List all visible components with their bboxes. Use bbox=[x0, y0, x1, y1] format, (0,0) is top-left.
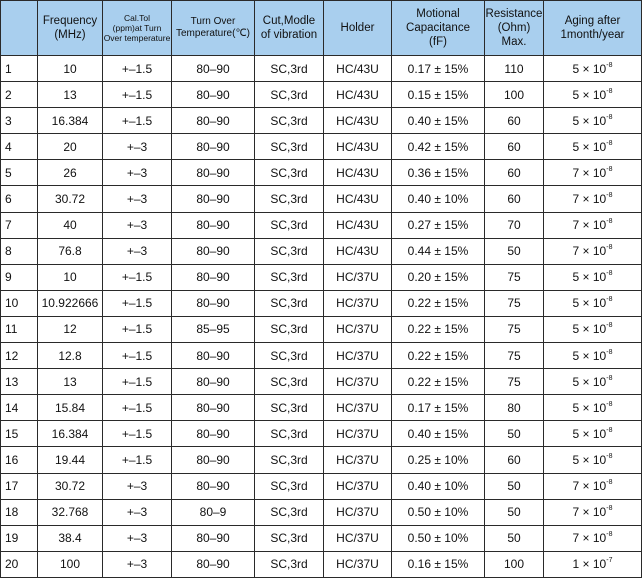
aging-base: 7 × 10 bbox=[572, 479, 607, 494]
cell-cal-tol: +–1.5 bbox=[103, 395, 172, 421]
cell-frequency: 40 bbox=[38, 212, 103, 238]
cell-holder: HC/37U bbox=[324, 473, 392, 499]
cell-no: 6 bbox=[1, 186, 38, 212]
cell-frequency: 30.72 bbox=[38, 473, 103, 499]
cell-turn-over: 80–90 bbox=[172, 134, 255, 160]
cell-resistance: 50 bbox=[485, 421, 544, 447]
header-line: Aging after bbox=[564, 15, 621, 27]
cell-turn-over: 80–90 bbox=[172, 82, 255, 108]
aging-exponent: -8 bbox=[606, 531, 613, 539]
cell-turn-over: 80–90 bbox=[172, 525, 255, 551]
cell-cut: SC,3rd bbox=[255, 290, 324, 316]
cell-holder: HC/37U bbox=[324, 290, 392, 316]
table-row bbox=[1, 82, 642, 108]
table-row bbox=[1, 499, 642, 525]
cell-capacitance: 0.50 ± 10% bbox=[392, 499, 485, 525]
table-row bbox=[1, 525, 642, 551]
cell-frequency: 16.384 bbox=[38, 421, 103, 447]
aging-base: 5 × 10 bbox=[572, 113, 607, 128]
cell-cal-tol: +–1.5 bbox=[103, 264, 172, 290]
table-body bbox=[1, 56, 642, 578]
cell-turn-over: 80–90 bbox=[172, 473, 255, 499]
header-cut bbox=[255, 1, 324, 56]
cell-capacitance: 0.17 ± 15% bbox=[392, 56, 485, 82]
aging-base: 7 × 10 bbox=[572, 505, 607, 520]
aging-base: 7 × 10 bbox=[572, 165, 607, 180]
cell-resistance: 70 bbox=[485, 212, 544, 238]
cell-resistance: 60 bbox=[485, 186, 544, 212]
cell-cut: SC,3rd bbox=[255, 160, 324, 186]
cell-holder: HC/43U bbox=[324, 186, 392, 212]
cell-resistance: 50 bbox=[485, 238, 544, 264]
table-row bbox=[1, 473, 642, 499]
cell-cut: SC,3rd bbox=[255, 447, 324, 473]
cell-turn-over: 80–90 bbox=[172, 551, 255, 577]
header-line: (Ohm) bbox=[497, 22, 531, 34]
cell-turn-over: 80–90 bbox=[172, 160, 255, 186]
cell-capacitance: 0.22 ± 15% bbox=[392, 316, 485, 342]
cell-capacitance: 0.42 ± 15% bbox=[392, 134, 485, 160]
cell-capacitance: 0.40 ± 10% bbox=[392, 473, 485, 499]
cell-aging bbox=[544, 56, 642, 82]
cell-cut: SC,3rd bbox=[255, 369, 324, 395]
cell-resistance: 80 bbox=[485, 395, 544, 421]
aging-exponent: -8 bbox=[606, 113, 613, 121]
cell-resistance: 75 bbox=[485, 264, 544, 290]
table-header bbox=[1, 1, 642, 56]
cell-turn-over: 80–90 bbox=[172, 369, 255, 395]
cell-frequency: 38.4 bbox=[38, 525, 103, 551]
table-row bbox=[1, 369, 642, 395]
header-line: Max. bbox=[501, 36, 527, 48]
cell-holder: HC/37U bbox=[324, 551, 392, 577]
cell-no: 16 bbox=[1, 447, 38, 473]
cell-cal-tol: +–3 bbox=[103, 551, 172, 577]
cell-cal-tol: +–3 bbox=[103, 134, 172, 160]
cell-no: 18 bbox=[1, 499, 38, 525]
cell-cal-tol: +–3 bbox=[103, 212, 172, 238]
cell-cal-tol: +–1.5 bbox=[103, 316, 172, 342]
aging-exponent: -8 bbox=[606, 270, 613, 278]
aging-base: 5 × 10 bbox=[572, 270, 607, 285]
header-cal-tol bbox=[103, 1, 172, 56]
aging-exponent: -8 bbox=[606, 244, 613, 252]
header-line: Turn Over bbox=[190, 16, 236, 27]
header-line: Motional bbox=[416, 8, 460, 20]
aging-exponent: -8 bbox=[606, 61, 613, 69]
cell-holder: HC/43U bbox=[324, 134, 392, 160]
cell-resistance: 60 bbox=[485, 134, 544, 160]
aging-exponent: -7 bbox=[606, 557, 613, 565]
header-line: 1month/year bbox=[560, 29, 625, 41]
table-row bbox=[1, 212, 642, 238]
cell-resistance: 50 bbox=[485, 473, 544, 499]
cell-resistance: 75 bbox=[485, 316, 544, 342]
table-row bbox=[1, 160, 642, 186]
cell-turn-over: 80–90 bbox=[172, 56, 255, 82]
cell-holder: HC/43U bbox=[324, 56, 392, 82]
cell-resistance: 100 bbox=[485, 82, 544, 108]
cell-frequency: 12.8 bbox=[38, 343, 103, 369]
aging-base: 7 × 10 bbox=[572, 244, 607, 259]
cell-holder: HC/37U bbox=[324, 525, 392, 551]
cell-resistance: 75 bbox=[485, 290, 544, 316]
header-row bbox=[1, 1, 642, 56]
aging-exponent: -8 bbox=[606, 426, 613, 434]
header-turn-over bbox=[172, 1, 255, 56]
cell-capacitance: 0.22 ± 15% bbox=[392, 343, 485, 369]
cell-capacitance: 0.50 ± 10% bbox=[392, 525, 485, 551]
cell-no: 5 bbox=[1, 160, 38, 186]
aging-base: 7 × 10 bbox=[572, 192, 607, 207]
header-line: (ppm)at Turn bbox=[112, 23, 162, 33]
cell-capacitance: 0.16 ± 15% bbox=[392, 551, 485, 577]
table-row bbox=[1, 316, 642, 342]
cell-cut: SC,3rd bbox=[255, 343, 324, 369]
cell-capacitance: 0.40 ± 10% bbox=[392, 186, 485, 212]
cell-turn-over: 80–90 bbox=[172, 238, 255, 264]
cell-cal-tol: +–3 bbox=[103, 499, 172, 525]
cell-frequency: 19.44 bbox=[38, 447, 103, 473]
cell-resistance: 60 bbox=[485, 108, 544, 134]
cell-no: 13 bbox=[1, 369, 38, 395]
cell-no: 12 bbox=[1, 343, 38, 369]
cell-holder: HC/43U bbox=[324, 238, 392, 264]
cell-cal-tol: +–1.5 bbox=[103, 108, 172, 134]
table-row bbox=[1, 447, 642, 473]
cell-cut: SC,3rd bbox=[255, 421, 324, 447]
cell-frequency: 20 bbox=[38, 134, 103, 160]
cell-aging bbox=[544, 108, 642, 134]
table-row bbox=[1, 421, 642, 447]
cell-capacitance: 0.25 ± 10% bbox=[392, 447, 485, 473]
cell-aging bbox=[544, 264, 642, 290]
aging-base: 5 × 10 bbox=[572, 452, 607, 467]
cell-frequency: 10.922666 bbox=[38, 290, 103, 316]
aging-base: 5 × 10 bbox=[572, 374, 607, 389]
header-line: Cal.Tol bbox=[124, 13, 150, 23]
header-line: (fF) bbox=[429, 36, 447, 48]
cell-holder: HC/43U bbox=[324, 212, 392, 238]
cell-cal-tol: +–3 bbox=[103, 186, 172, 212]
cell-aging bbox=[544, 82, 642, 108]
header-aging bbox=[544, 1, 642, 56]
cell-holder: HC/43U bbox=[324, 82, 392, 108]
table-row bbox=[1, 134, 642, 160]
cell-turn-over: 80–9 bbox=[172, 499, 255, 525]
aging-exponent: -8 bbox=[606, 87, 613, 95]
cell-cut: SC,3rd bbox=[255, 551, 324, 577]
cell-frequency: 32.768 bbox=[38, 499, 103, 525]
cell-capacitance: 0.44 ± 15% bbox=[392, 238, 485, 264]
cell-aging bbox=[544, 447, 642, 473]
table-row bbox=[1, 551, 642, 577]
cell-cal-tol: +–1.5 bbox=[103, 343, 172, 369]
header-frequency bbox=[38, 1, 103, 56]
cell-holder: HC/37U bbox=[324, 316, 392, 342]
cell-turn-over: 80–90 bbox=[172, 108, 255, 134]
header-line: of vibration bbox=[260, 29, 318, 41]
cell-no: 3 bbox=[1, 108, 38, 134]
cell-capacitance: 0.40 ± 15% bbox=[392, 421, 485, 447]
cell-aging bbox=[544, 316, 642, 342]
header-line: Resistance bbox=[485, 8, 543, 20]
cell-holder: HC/37U bbox=[324, 395, 392, 421]
cell-cut: SC,3rd bbox=[255, 473, 324, 499]
aging-exponent: -8 bbox=[606, 192, 613, 200]
aging-base: 5 × 10 bbox=[572, 139, 607, 154]
cell-frequency: 100 bbox=[38, 551, 103, 577]
aging-exponent: -8 bbox=[606, 322, 613, 330]
cell-cal-tol: +–1.5 bbox=[103, 290, 172, 316]
header-resistance bbox=[485, 1, 544, 56]
cell-turn-over: 80–90 bbox=[172, 343, 255, 369]
aging-base: 5 × 10 bbox=[572, 296, 607, 311]
cell-aging bbox=[544, 212, 642, 238]
cell-capacitance: 0.40 ± 15% bbox=[392, 108, 485, 134]
header-line: Temperature(℃) bbox=[175, 28, 251, 39]
cell-resistance: 110 bbox=[485, 56, 544, 82]
cell-turn-over: 80–90 bbox=[172, 395, 255, 421]
aging-exponent: -8 bbox=[606, 296, 613, 304]
aging-exponent: -8 bbox=[606, 400, 613, 408]
cell-cal-tol: +–1.5 bbox=[103, 56, 172, 82]
cell-aging bbox=[544, 134, 642, 160]
cell-capacitance: 0.22 ± 15% bbox=[392, 290, 485, 316]
cell-frequency: 26 bbox=[38, 160, 103, 186]
aging-base: 7 × 10 bbox=[572, 531, 607, 546]
aging-exponent: -8 bbox=[606, 218, 613, 226]
cell-no: 2 bbox=[1, 82, 38, 108]
cell-aging bbox=[544, 238, 642, 264]
aging-base: 5 × 10 bbox=[572, 400, 607, 415]
table-row bbox=[1, 56, 642, 82]
cell-frequency: 10 bbox=[38, 56, 103, 82]
cell-cal-tol: +–3 bbox=[103, 473, 172, 499]
aging-base: 7 × 10 bbox=[572, 218, 607, 233]
cell-frequency: 13 bbox=[38, 369, 103, 395]
cell-frequency: 15.84 bbox=[38, 395, 103, 421]
cell-aging bbox=[544, 395, 642, 421]
cell-aging bbox=[544, 343, 642, 369]
cell-cut: SC,3rd bbox=[255, 264, 324, 290]
cell-no: 4 bbox=[1, 134, 38, 160]
cell-turn-over: 80–90 bbox=[172, 212, 255, 238]
cell-cal-tol: +–3 bbox=[103, 525, 172, 551]
cell-aging bbox=[544, 473, 642, 499]
table-row bbox=[1, 186, 642, 212]
cell-resistance: 50 bbox=[485, 525, 544, 551]
aging-base: 5 × 10 bbox=[572, 348, 607, 363]
cell-holder: HC/37U bbox=[324, 421, 392, 447]
cell-cal-tol: +–1.5 bbox=[103, 369, 172, 395]
cell-no: 7 bbox=[1, 212, 38, 238]
cell-holder: HC/43U bbox=[324, 160, 392, 186]
aging-base: 5 × 10 bbox=[572, 87, 607, 102]
cell-frequency: 12 bbox=[38, 316, 103, 342]
aging-exponent: -8 bbox=[606, 139, 613, 147]
cell-aging bbox=[544, 525, 642, 551]
header-line: Cut,Modle bbox=[262, 15, 316, 27]
cell-frequency: 10 bbox=[38, 264, 103, 290]
cell-no: 14 bbox=[1, 395, 38, 421]
cell-cut: SC,3rd bbox=[255, 56, 324, 82]
cell-cut: SC,3rd bbox=[255, 134, 324, 160]
cell-cal-tol: +–3 bbox=[103, 160, 172, 186]
cell-aging bbox=[544, 369, 642, 395]
aging-exponent: -8 bbox=[606, 374, 613, 382]
cell-aging bbox=[544, 160, 642, 186]
aging-base: 1 × 10 bbox=[572, 557, 607, 572]
header-capacitance bbox=[392, 1, 485, 56]
header-line: (MHz) bbox=[54, 29, 86, 41]
aging-exponent: -8 bbox=[606, 348, 613, 356]
cell-resistance: 50 bbox=[485, 499, 544, 525]
cell-cut: SC,3rd bbox=[255, 499, 324, 525]
cell-cal-tol: +–1.5 bbox=[103, 447, 172, 473]
cell-holder: HC/37U bbox=[324, 264, 392, 290]
cell-no: 20 bbox=[1, 551, 38, 577]
cell-aging bbox=[544, 186, 642, 212]
cell-frequency: 16.384 bbox=[38, 108, 103, 134]
cell-frequency: 76.8 bbox=[38, 238, 103, 264]
table-row bbox=[1, 395, 642, 421]
header-holder bbox=[324, 1, 392, 56]
cell-cal-tol: +–1.5 bbox=[103, 421, 172, 447]
header-line: Capacitance bbox=[406, 22, 470, 34]
cell-cut: SC,3rd bbox=[255, 186, 324, 212]
cell-resistance: 60 bbox=[485, 160, 544, 186]
aging-exponent: -8 bbox=[606, 165, 613, 173]
aging-exponent: -8 bbox=[606, 479, 613, 487]
cell-aging bbox=[544, 290, 642, 316]
cell-turn-over: 80–90 bbox=[172, 290, 255, 316]
cell-aging bbox=[544, 421, 642, 447]
cell-holder: HC/37U bbox=[324, 447, 392, 473]
cell-no: 8 bbox=[1, 238, 38, 264]
cell-capacitance: 0.22 ± 15% bbox=[392, 369, 485, 395]
cell-resistance: 75 bbox=[485, 343, 544, 369]
cell-cut: SC,3rd bbox=[255, 82, 324, 108]
cell-capacitance: 0.15 ± 15% bbox=[392, 82, 485, 108]
table-row bbox=[1, 290, 642, 316]
cell-holder: HC/37U bbox=[324, 369, 392, 395]
cell-cut: SC,3rd bbox=[255, 108, 324, 134]
cell-cut: SC,3rd bbox=[255, 395, 324, 421]
cell-capacitance: 0.17 ± 15% bbox=[392, 395, 485, 421]
cell-capacitance: 0.36 ± 15% bbox=[392, 160, 485, 186]
cell-holder: HC/43U bbox=[324, 108, 392, 134]
cell-no: 10 bbox=[1, 290, 38, 316]
table-row bbox=[1, 343, 642, 369]
cell-no: 17 bbox=[1, 473, 38, 499]
cell-frequency: 30.72 bbox=[38, 186, 103, 212]
cell-no: 1 bbox=[1, 56, 38, 82]
cell-capacitance: 0.20 ± 15% bbox=[392, 264, 485, 290]
cell-cal-tol: +–1.5 bbox=[103, 82, 172, 108]
aging-exponent: -8 bbox=[606, 505, 613, 513]
cell-no: 19 bbox=[1, 525, 38, 551]
cell-turn-over: 80–90 bbox=[172, 447, 255, 473]
cell-resistance: 100 bbox=[485, 551, 544, 577]
cell-cut: SC,3rd bbox=[255, 525, 324, 551]
cell-cut: SC,3rd bbox=[255, 212, 324, 238]
cell-resistance: 75 bbox=[485, 369, 544, 395]
header-no bbox=[1, 1, 38, 56]
cell-turn-over: 80–90 bbox=[172, 186, 255, 212]
cell-cal-tol: +–3 bbox=[103, 238, 172, 264]
header-line: Over temperature bbox=[103, 33, 171, 43]
cell-no: 11 bbox=[1, 316, 38, 342]
cell-no: 9 bbox=[1, 264, 38, 290]
aging-base: 5 × 10 bbox=[572, 61, 607, 76]
table-row bbox=[1, 264, 642, 290]
cell-cut: SC,3rd bbox=[255, 238, 324, 264]
table-row bbox=[1, 238, 642, 264]
cell-turn-over: 80–90 bbox=[172, 421, 255, 447]
aging-base: 5 × 10 bbox=[572, 426, 607, 441]
aging-base: 5 × 10 bbox=[572, 322, 607, 337]
aging-exponent: -8 bbox=[606, 452, 613, 460]
cell-turn-over: 80–90 bbox=[172, 264, 255, 290]
header-line: Frequency bbox=[42, 15, 98, 27]
cell-frequency: 13 bbox=[38, 82, 103, 108]
cell-holder: HC/37U bbox=[324, 343, 392, 369]
cell-capacitance: 0.27 ± 15% bbox=[392, 212, 485, 238]
cell-turn-over: 85–95 bbox=[172, 316, 255, 342]
table-row bbox=[1, 108, 642, 134]
cell-holder: HC/37U bbox=[324, 499, 392, 525]
cell-no: 15 bbox=[1, 421, 38, 447]
header-line: Holder bbox=[340, 22, 375, 34]
cell-cut: SC,3rd bbox=[255, 316, 324, 342]
cell-aging bbox=[544, 551, 642, 577]
cell-resistance: 60 bbox=[485, 447, 544, 473]
cell-aging bbox=[544, 499, 642, 525]
